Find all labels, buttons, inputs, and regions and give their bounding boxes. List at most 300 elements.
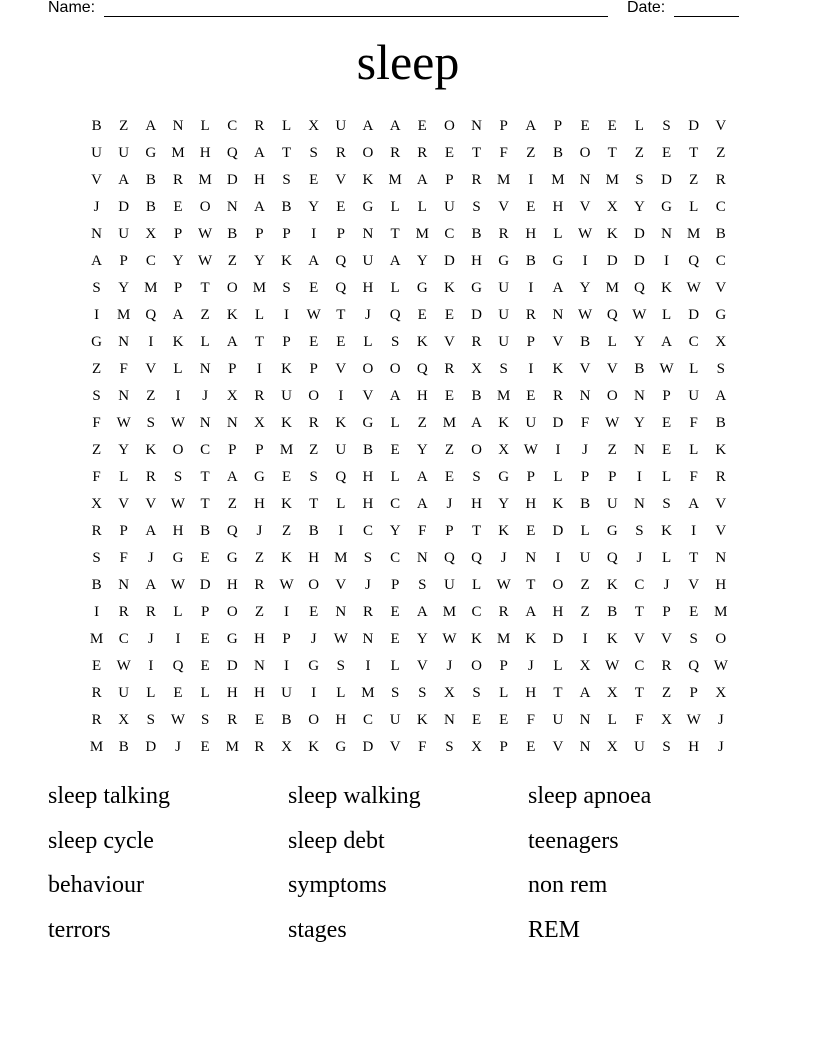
grid-letter: W (306, 307, 321, 323)
grid-letter: Y (389, 523, 401, 539)
grid-letter: L (580, 523, 590, 539)
grid-letter: W (605, 415, 620, 431)
grid-letter: O (308, 712, 320, 728)
grid-letter: W (170, 712, 186, 728)
grid-letter: S (92, 388, 101, 404)
grid-letter: E (200, 658, 210, 674)
grid-row (83, 221, 735, 248)
grid-letter: Y (118, 280, 130, 296)
grid-letter: J (717, 712, 724, 728)
grid-letter: A (525, 604, 537, 620)
grid-row (83, 410, 735, 437)
grid-letter: G (498, 469, 510, 485)
grid-letter: H (552, 199, 564, 215)
grid-letter: Q (335, 253, 347, 269)
grid-letter: A (145, 118, 157, 134)
grid-letter: I (284, 658, 290, 674)
grid-letter: N (118, 577, 130, 593)
grid-letter: T (200, 469, 210, 485)
word-list-item: sleep debt (288, 827, 385, 854)
grid-letter: S (390, 685, 400, 701)
grid-letter: A (91, 253, 102, 269)
grid-letter: Z (146, 388, 156, 404)
grid-letter: W (578, 307, 593, 323)
grid-letter: K (552, 496, 564, 512)
grid-letter: P (119, 523, 128, 539)
grid-letter: M (89, 739, 104, 755)
grid-letter: Q (226, 523, 238, 539)
grid-letter: N (226, 199, 238, 215)
grid-letter: F (119, 550, 128, 566)
grid-letter: N (661, 226, 672, 242)
grid-letter: E (309, 334, 319, 350)
grid-letter: U (633, 739, 645, 755)
grid-letter: J (636, 550, 643, 566)
grid-letter: C (715, 253, 726, 269)
grid-letter: X (579, 658, 591, 674)
grid-letter: Z (634, 145, 644, 161)
grid-letter: S (662, 118, 671, 134)
grid-letter: D (145, 739, 157, 755)
grid-letter: U (579, 550, 591, 566)
word-list-item: symptoms (288, 872, 387, 898)
grid-letter: E (336, 334, 346, 350)
word-list-item: stages (288, 916, 347, 943)
grid-letter: T (526, 577, 536, 593)
grid-letter: A (416, 469, 428, 485)
grid-letter: M (605, 280, 619, 296)
grid-letter: K (715, 442, 727, 458)
grid-letter: H (253, 631, 265, 647)
grid-letter: K (281, 415, 292, 431)
grid-letter: E (444, 388, 454, 404)
grid-letter: M (605, 172, 619, 188)
grid-letter: M (279, 442, 294, 458)
grid-letter: M (714, 604, 728, 620)
grid-letter: D (362, 739, 374, 755)
grid-letter: W (578, 226, 593, 242)
grid-letter: T (634, 604, 644, 620)
grid-letter: U (498, 334, 510, 350)
grid-letter: N (552, 307, 564, 323)
grid-letter: N (118, 334, 130, 350)
grid-letter: G (308, 658, 320, 674)
word-list-item: teenagers (528, 827, 619, 854)
grid-letter: P (499, 118, 508, 134)
grid-letter: S (635, 172, 644, 188)
grid-letter: J (147, 550, 154, 566)
grid-letter: T (471, 523, 482, 539)
grid-letter: S (92, 280, 101, 296)
grid-letter: O (443, 118, 455, 134)
grid-letter: I (528, 280, 534, 296)
grid-letter: V (552, 334, 564, 350)
grid-letter: L (634, 118, 644, 134)
grid-letter: H (471, 496, 482, 512)
grid-letter: N (471, 118, 482, 134)
grid-letter: R (254, 388, 265, 404)
grid-letter: T (689, 145, 699, 161)
grid-letter: P (445, 523, 454, 539)
grid-letter: S (282, 172, 291, 188)
grid-letter: C (145, 253, 156, 269)
grid-letter: V (118, 496, 130, 512)
grid-letter: I (148, 334, 154, 350)
grid-letter: Z (417, 415, 427, 431)
grid-letter: L (689, 361, 699, 377)
grid-letter: D (226, 172, 238, 188)
grid-letter: T (634, 685, 644, 701)
grid-letter: K (172, 334, 184, 350)
grid-letter: K (226, 307, 238, 323)
grid-letter: V (498, 199, 510, 215)
grid-row (83, 383, 735, 410)
grid-letter: S (146, 712, 156, 728)
grid-letter: S (92, 550, 101, 566)
grid-letter: E (336, 199, 346, 215)
grid-letter: E (444, 145, 454, 161)
grid-row (83, 518, 735, 545)
grid-letter: L (390, 280, 400, 296)
grid-row (83, 194, 735, 221)
grid-letter: D (226, 658, 238, 674)
grid-letter: M (252, 280, 267, 296)
grid-letter: B (607, 604, 618, 620)
grid-letter: O (362, 145, 374, 161)
grid-letter: S (689, 631, 698, 647)
grid-letter: M (442, 415, 457, 431)
grid-letter: S (662, 496, 671, 512)
grid-letter: B (580, 496, 591, 512)
grid-letter: L (471, 577, 482, 593)
grid-letter: X (606, 739, 618, 755)
grid-letter: Z (580, 577, 590, 593)
grid-letter: P (662, 604, 671, 620)
grid-letter: J (446, 658, 453, 674)
grid-letter: R (91, 523, 102, 539)
grid-letter: P (282, 334, 291, 350)
grid-letter: U (281, 388, 292, 404)
grid-letter: D (199, 577, 211, 593)
grid-letter: E (200, 550, 210, 566)
grid-letter: X (91, 496, 102, 512)
grid-letter: V (416, 658, 428, 674)
grid-letter: S (418, 685, 427, 701)
grid-letter: E (661, 145, 672, 161)
grid-letter: N (118, 388, 130, 404)
grid-letter: M (89, 631, 104, 647)
grid-letter: V (362, 388, 374, 404)
grid-letter: G (172, 550, 184, 566)
grid-letter: G (335, 739, 347, 755)
grid-letter: P (608, 469, 617, 485)
grid-letter: E (661, 415, 672, 431)
grid-letter: X (443, 685, 455, 701)
grid-letter: T (281, 145, 292, 161)
grid-letter: H (253, 496, 265, 512)
grid-letter: R (254, 118, 265, 134)
grid-letter: B (227, 226, 238, 242)
grid-letter: I (284, 307, 290, 323)
grid-letter: F (92, 469, 101, 485)
grid-letter: T (553, 685, 563, 701)
grid-letter: H (715, 577, 727, 593)
grid-letter: K (606, 577, 618, 593)
grid-letter: N (226, 415, 238, 431)
grid-letter: L (553, 658, 563, 674)
grid-letter: R (145, 469, 156, 485)
grid-letter: S (309, 145, 318, 161)
grid-letter: U (688, 388, 700, 404)
page-title: sleep (356, 34, 460, 90)
grid-row (83, 140, 735, 167)
grid-letter: N (633, 388, 645, 404)
grid-letter: Q (145, 307, 157, 323)
grid-letter: V (633, 631, 645, 647)
grid-letter: R (118, 604, 129, 620)
grid-letter: H (172, 523, 184, 539)
grid-letter: K (416, 712, 428, 728)
grid-letter: C (471, 604, 482, 620)
grid-letter: E (390, 604, 400, 620)
grid-letter: V (606, 361, 618, 377)
grid-letter: O (226, 604, 238, 620)
grid-letter: N (199, 415, 211, 431)
grid-letter: M (442, 604, 457, 620)
grid-letter: R (254, 739, 265, 755)
grid-letter: L (689, 442, 699, 458)
grid-letter: R (145, 604, 156, 620)
grid-row (83, 680, 735, 707)
grid-letter: A (226, 334, 238, 350)
grid-letter: E (281, 469, 292, 485)
grid-letter: R (417, 145, 428, 161)
grid-letter: P (662, 388, 671, 404)
grid-letter: L (499, 685, 509, 701)
grid-letter: F (418, 739, 427, 755)
grid-letter: E (444, 469, 454, 485)
grid-letter: W (496, 577, 511, 593)
grid-letter: M (144, 280, 158, 296)
grid-letter: Y (118, 442, 130, 458)
grid-letter: L (200, 685, 210, 701)
grid-letter: B (580, 334, 591, 350)
grid-letter: Q (471, 550, 482, 566)
word-list-item: REM (528, 916, 581, 943)
grid-letter: V (688, 577, 700, 593)
grid-letter: S (635, 523, 644, 539)
grid-letter: K (552, 361, 564, 377)
grid-letter: I (582, 631, 588, 647)
grid-letter: G (253, 469, 265, 485)
grid-letter: E (91, 658, 102, 674)
grid-letter: W (605, 658, 620, 674)
grid-letter: N (199, 361, 211, 377)
grid-letter: L (254, 307, 264, 323)
grid-letter: X (226, 388, 238, 404)
grid-letter: L (390, 469, 400, 485)
grid-letter: X (118, 712, 130, 728)
grid-letter: I (175, 631, 181, 647)
grid-row (83, 167, 735, 194)
grid-letter: M (198, 172, 212, 188)
grid-row (83, 653, 735, 680)
grid-letter: U (389, 712, 401, 728)
grid-letter: B (200, 523, 211, 539)
grid-letter: D (118, 199, 130, 215)
grid-letter: W (523, 442, 538, 458)
grid-letter: F (526, 712, 535, 728)
grid-letter: P (390, 577, 400, 593)
grid-letter: K (281, 550, 292, 566)
grid-letter: M (334, 550, 348, 566)
grid-letter: O (172, 442, 184, 458)
grid-letter: M (117, 307, 131, 323)
grid-letter: A (389, 118, 401, 134)
grid-letter: A (172, 307, 184, 323)
grid-letter: D (552, 523, 564, 539)
grid-letter: A (416, 172, 428, 188)
grid-letter: W (116, 415, 131, 431)
name-field-line[interactable] (104, 16, 608, 17)
grid-letter: U (606, 496, 618, 512)
grid-letter: I (636, 469, 642, 485)
grid-letter: U (118, 226, 130, 242)
grid-letter: V (579, 199, 591, 215)
grid-letter: M (497, 172, 511, 188)
grid-letter: J (175, 739, 181, 755)
grid-letter: E (390, 631, 400, 647)
grid-letter: K (443, 280, 455, 296)
grid-letter: U (281, 685, 292, 701)
grid-letter: D (552, 415, 564, 431)
grid-letter: G (226, 631, 238, 647)
word-list-item: non rem (528, 872, 608, 898)
name-label: Name: (48, 0, 96, 16)
grid-letter: O (552, 577, 564, 593)
grid-letter: J (500, 550, 507, 566)
grid-letter: E (607, 118, 617, 134)
grid-letter: S (472, 199, 481, 215)
grid-letter: C (227, 118, 238, 134)
grid-letter: U (362, 253, 374, 269)
grid-letter: L (173, 604, 183, 620)
grid-letter: B (145, 172, 156, 188)
grid-letter: I (94, 604, 100, 620)
grid-letter: U (443, 199, 455, 215)
grid-letter: M (415, 226, 429, 242)
grid-letter: K (606, 631, 618, 647)
grid-letter: X (715, 334, 727, 350)
grid-letter: F (418, 523, 427, 539)
grid-letter: E (526, 388, 536, 404)
grid-letter: A (579, 685, 591, 701)
grid-letter: A (389, 253, 401, 269)
grid-letter: P (228, 442, 237, 458)
grid-letter: R (552, 388, 563, 404)
date-field-line[interactable] (674, 16, 739, 17)
grid-letter: R (471, 172, 482, 188)
grid-letter: G (606, 523, 618, 539)
grid-letter: K (308, 739, 320, 755)
grid-letter: W (198, 253, 213, 269)
grid-letter: Q (688, 658, 700, 674)
grid-letter: C (634, 577, 645, 593)
grid-letter: Z (91, 442, 102, 458)
grid-letter: E (309, 280, 319, 296)
grid-letter: N (579, 739, 591, 755)
grid-letter: E (200, 631, 210, 647)
grid-letter: I (664, 253, 670, 269)
grid-letter: V (91, 172, 102, 188)
grid-letter: H (525, 226, 537, 242)
grid-letter: G (661, 199, 672, 215)
grid-letter: N (633, 442, 645, 458)
grid-letter: P (526, 334, 535, 350)
grid-letter: L (607, 334, 617, 350)
grid-letter: C (390, 550, 401, 566)
grid-letter: N (172, 118, 184, 134)
grid-letter: P (173, 280, 183, 296)
date-label: Date: (627, 0, 666, 16)
grid-letter: R (91, 685, 102, 701)
word-list-item: sleep apnoea (528, 783, 652, 809)
grid-letter: Y (633, 334, 645, 350)
grid-letter: R (91, 712, 102, 728)
grid-letter: A (362, 118, 374, 134)
grid-letter: C (200, 442, 211, 458)
grid-letter: O (715, 631, 727, 647)
grid-letter: D (633, 253, 645, 269)
grid-letter: N (633, 496, 645, 512)
grid-letter: O (389, 361, 401, 377)
grid-letter: N (416, 550, 428, 566)
grid-letter: N (579, 388, 591, 404)
grid-letter: E (309, 172, 319, 188)
grid-letter: T (309, 496, 319, 512)
grid-letter: L (661, 550, 672, 566)
grid-letter: S (472, 685, 481, 701)
grid-letter: N (335, 604, 347, 620)
grid-letter: Z (200, 307, 210, 323)
grid-letter: I (256, 361, 262, 377)
grid-letter: H (552, 604, 564, 620)
grid-letter: Y (308, 199, 320, 215)
grid-letter: Y (498, 496, 510, 512)
grid-letter: X (145, 226, 157, 242)
grid-letter: W (170, 415, 186, 431)
grid-letter: R (471, 334, 482, 350)
grid-letter: D (443, 253, 455, 269)
grid-letter: C (362, 523, 373, 539)
grid-letter: V (715, 118, 727, 134)
grid-letter: Y (172, 253, 184, 269)
grid-letter: F (119, 361, 128, 377)
grid-letter: L (281, 118, 292, 134)
grid-letter: X (715, 685, 727, 701)
grid-letter: Y (633, 415, 645, 431)
grid-letter: I (365, 658, 371, 674)
grid-letter: P (499, 739, 508, 755)
grid-letter: L (146, 685, 156, 701)
grid-letter: A (416, 604, 428, 620)
grid-letter: K (281, 361, 292, 377)
grid-letter: A (416, 496, 428, 512)
grid-letter: K (281, 253, 292, 269)
grid-letter: C (715, 199, 726, 215)
grid-letter: F (689, 415, 698, 431)
grid-letter: O (579, 145, 591, 161)
